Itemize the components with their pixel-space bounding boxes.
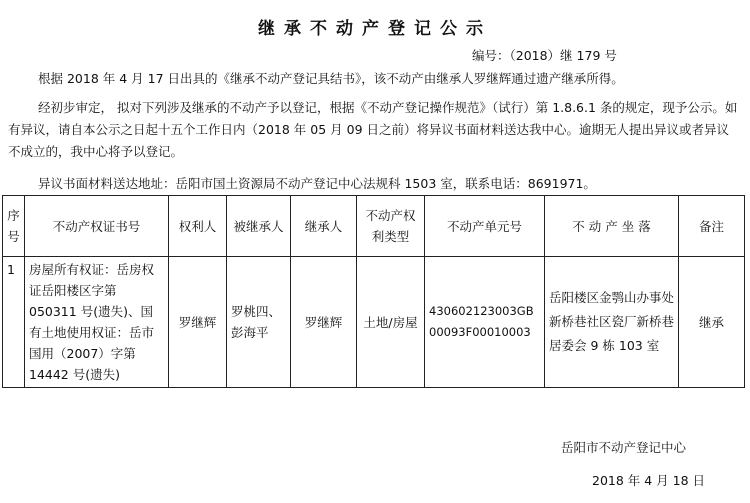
header-owner: 权利人 (169, 196, 227, 257)
header-deceased: 被继承人 (227, 196, 291, 257)
header-right-type: 不动产权利类型 (357, 196, 425, 257)
cell-location: 岳阳楼区金鹗山办事处新桥巷社区瓷厂新桥巷居委会 9 栋 103 室 (545, 257, 679, 388)
cell-index: 1 (3, 257, 25, 388)
header-heir: 继承人 (291, 196, 357, 257)
issue-date: 2018 年 4 月 18 日 (592, 473, 706, 488)
paragraph-basis: 根据 2018 年 4 月 17 日出具的《继承不动产登记具结书》，该不动产由继承人罗继辉通过遗产继承所得。 (38, 71, 624, 86)
cell-deceased: 罗桃四、彭海平 (227, 257, 291, 388)
cell-unit-number: 430602123003GB00093F00010003 (425, 257, 545, 388)
cell-heir: 罗继辉 (291, 257, 357, 388)
header-note: 备注 (679, 196, 745, 257)
notice-table (2, 195, 745, 388)
header-index: 序号 (3, 196, 25, 257)
paragraph-review: 经初步审定， 拟对下列涉及继承的不动产予以登记，根据《不动产登记操作规范》（试行）第 1.8.6.1 条的规定，现予公示。如有异议，请自本公示之日起十五个工作日内（2018 年 05 月 09 日之前）将异议书面材料送达我中心。逾期无人提出异议或者异议不成立的，我中心将予以登记。 (8, 100, 738, 159)
document-number: 编号：（2018）继 179 号 (472, 48, 617, 63)
table-header-row (3, 196, 745, 257)
header-unit-number: 不动产单元号 (425, 196, 545, 257)
header-location: 不 动 产 坐 落 (545, 196, 679, 257)
document-title: 继承不动产登记公示 (258, 19, 492, 39)
cell-right-type: 土地/房屋 (357, 257, 425, 388)
header-certificate: 不动产权证书号 (25, 196, 169, 257)
paragraph-objection-address: 异议书面材料送达地址：岳阳市国土资源局不动产登记中心法规科 1503 室，联系电话：8691971。 (38, 176, 596, 191)
cell-certificate: 房屋所有权证：岳房权证岳阳楼区字第 050311 号(遗失)、国有土地使用权证：岳市国用（2007）字第 14442 号(遗失) (25, 257, 169, 388)
cell-owner: 罗继辉 (169, 257, 227, 388)
cell-note: 继承 (679, 257, 745, 388)
table-row (3, 257, 745, 388)
issuing-organization: 岳阳市不动产登记中心 (561, 440, 687, 455)
